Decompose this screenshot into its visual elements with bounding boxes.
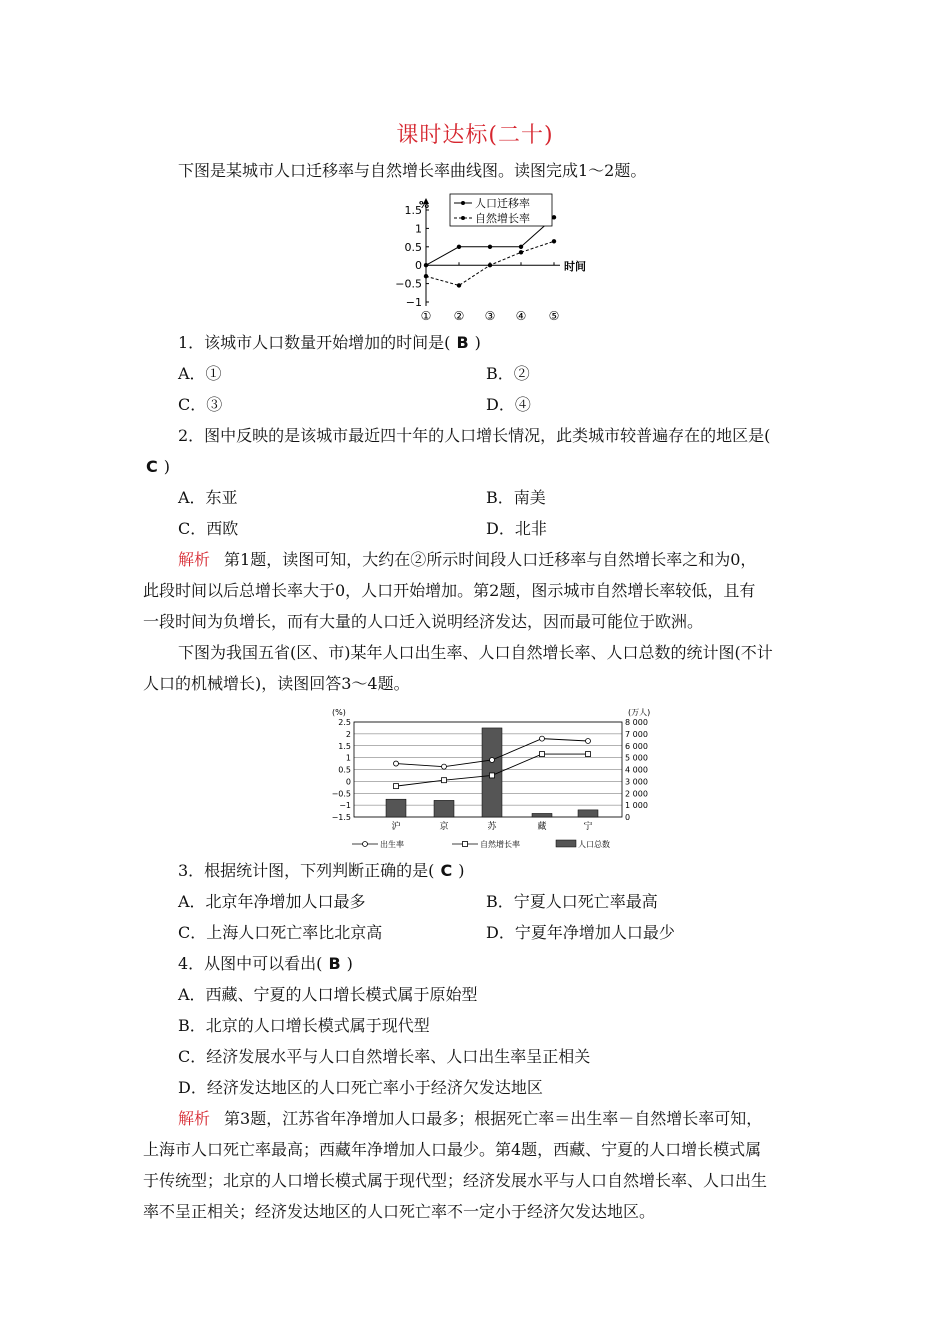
- q2-answer: C: [146, 457, 158, 476]
- y-left-tick-label: 1: [345, 753, 351, 763]
- chart-province-stats: [318, 704, 658, 854]
- category-label: 京: [439, 822, 449, 832]
- q3-option-b: B．宁夏人口死亡率最高: [486, 892, 658, 911]
- y-right-tick-label: 2 000: [625, 789, 648, 799]
- q4-close: ): [346, 954, 353, 973]
- migration-point: [424, 263, 428, 267]
- natural-point: [490, 773, 495, 778]
- jiexi1-line2: 此段时间以后总增长率大于0，人口开始增加。第2题，图示城市自然增长率较低，且有: [143, 581, 756, 600]
- q3-close: ): [458, 861, 465, 880]
- y-tick-label: −0.5: [395, 277, 422, 291]
- y-left-tick-label: 2.5: [338, 718, 351, 727]
- jiexi2-text1: 第3题，江苏省年净增加人口最多；根据死亡率＝出生率－自然增长率可知，: [224, 1109, 763, 1128]
- q2-close: ): [163, 457, 170, 476]
- y-tick-label: 1.5: [404, 204, 422, 217]
- jiexi2-line3: 于传统型；北京的人口增长模式属于现代型；经济发展水平与人口自然增长率、人口出生: [143, 1171, 768, 1190]
- y-left-axis-label: (%): [332, 708, 346, 717]
- q2-stem: 2．图中反映的是该城市最近四十年的人口增长情况，此类城市较普遍存在的地区是(: [178, 426, 771, 445]
- category-label: 藏: [537, 822, 547, 832]
- migration-point: [552, 215, 556, 219]
- natural-point: [540, 752, 545, 757]
- population-bar: [578, 810, 598, 817]
- x-tick-label: ②: [453, 309, 465, 322]
- q4-option-a: A．西藏、宁夏的人口增长模式属于原始型: [178, 985, 478, 1004]
- natural-point: [586, 752, 591, 757]
- x-axis-label: 时间: [564, 260, 586, 274]
- natural-point: [394, 784, 399, 789]
- legend-natural-label: 自然增长率: [475, 212, 530, 225]
- q4-option-c: C．经济发展水平与人口自然增长率、人口出生率呈正相关: [178, 1047, 591, 1066]
- y-left-tick-label: 2: [345, 729, 351, 739]
- q3-option-a: A．北京年净增加人口最多: [178, 892, 366, 911]
- y-left-tick-label: 0: [345, 777, 351, 787]
- y-right-tick-label: 0: [625, 813, 631, 822]
- q4-option-b: B．北京的人口增长模式属于现代型: [178, 1016, 430, 1035]
- migration-point: [488, 245, 492, 249]
- y-right-tick-label: 1 000: [625, 801, 648, 811]
- y-tick-label: 1: [415, 222, 422, 236]
- intro-2-line2: 人口的机械增长)，读图回答3～4题。: [143, 674, 410, 693]
- q1-stem: 1．该城市人口数量开始增加的时间是(: [178, 333, 451, 352]
- q2-answer-line: [140, 456, 170, 478]
- q1-option-b: B．②: [486, 364, 530, 383]
- population-bar: [434, 800, 454, 817]
- jiexi1-line1: [178, 549, 756, 571]
- migration-point: [457, 245, 461, 249]
- population-bar: [532, 813, 552, 817]
- migration-point: [519, 245, 523, 249]
- q2-option-c: C．西欧: [178, 519, 239, 538]
- y-right-tick-label: 8 000: [625, 718, 648, 727]
- y-tick-label: −1: [405, 296, 422, 309]
- natural-point: [552, 239, 556, 243]
- q4-option-d: D．经济发达地区的人口死亡率小于经济欠发达地区: [178, 1078, 543, 1097]
- jiexi2-line2: 上海市人口死亡率最高；西藏年净增加人口最少。第4题，西藏、宁夏的人口增长模式属: [143, 1140, 762, 1159]
- legend-population-label: 人口总数: [578, 840, 610, 849]
- y-left-tick-label: 1.5: [338, 741, 351, 751]
- y-left-tick-label: 0.5: [338, 765, 351, 775]
- population-bar: [386, 799, 406, 817]
- q1-option-c: C．③: [178, 395, 223, 414]
- natural-point: [488, 263, 492, 267]
- natural-point: [442, 778, 447, 783]
- legend-natural-label: 自然增长率: [480, 840, 520, 849]
- x-tick-label: ①: [420, 309, 432, 322]
- q1-close: ): [474, 333, 481, 352]
- y-tick-label: 0.5: [404, 240, 422, 254]
- jiexi2-label: 解析: [178, 1109, 211, 1128]
- legend-birth-label: 出生率: [380, 840, 404, 849]
- jiexi2-line4: 率不呈正相关；经济发达地区的人口死亡率不一定小于经济欠发达地区。: [143, 1202, 656, 1221]
- natural-point: [457, 283, 461, 287]
- y-right-tick-label: 3 000: [625, 777, 648, 787]
- q1-option-d: D．④: [486, 395, 531, 414]
- legend-migration-label: 人口迁移率: [475, 197, 530, 210]
- jiexi1-text1: 第1题，读图可知，大约在②所示时间段人口迁移率与自然增长率之和为0，: [224, 550, 757, 569]
- q4-answer: B: [328, 954, 341, 973]
- jiexi1-label: 解析: [178, 550, 211, 569]
- y-left-tick-label: −0.5: [331, 789, 351, 799]
- y-left-tick-label: −1: [339, 801, 351, 811]
- q4-stem-line: [178, 953, 353, 975]
- y-axis-label: %: [419, 200, 430, 211]
- legend-population-marker: [556, 840, 576, 847]
- y-right-tick-label: 7 000: [625, 729, 648, 739]
- y-right-tick-label: 5 000: [625, 753, 648, 763]
- intro-2-line1: 下图为我国五省(区、市)某年人口出生率、人口自然增长率、人口总数的统计图(不计: [178, 643, 773, 662]
- natural-point: [424, 274, 428, 278]
- y-tick-label: 0: [415, 259, 422, 273]
- intro-1: 下图是某城市人口迁移率与自然增长率曲线图。读图完成1～2题。: [178, 161, 647, 180]
- q4-stem: 4．从图中可以看出(: [178, 954, 323, 973]
- q1-answer: B: [456, 333, 469, 352]
- natural-point: [519, 250, 523, 254]
- page-title: 课时达标(二十): [396, 123, 554, 148]
- x-tick-label: ③: [484, 309, 496, 322]
- q1-stem-line: [178, 332, 481, 354]
- chart-migration-growth: [392, 192, 612, 322]
- q3-answer: C: [440, 861, 453, 880]
- q3-option-d: D．宁夏年净增加人口最少: [486, 923, 675, 942]
- q3-stem-line: [178, 860, 464, 882]
- birth-point: [586, 739, 591, 744]
- category-label: 苏: [487, 822, 497, 832]
- y-left-tick-label: −1.5: [331, 813, 351, 822]
- y-right-tick-label: 6 000: [625, 741, 648, 751]
- legend-natural-marker: [463, 842, 468, 847]
- q2-option-b: B．南美: [486, 488, 546, 507]
- category-label: 宁: [583, 822, 593, 832]
- jiexi2-line1: [178, 1108, 762, 1130]
- q3-stem: 3．根据统计图，下列判断正确的是(: [178, 861, 435, 880]
- category-label: 沪: [391, 822, 401, 832]
- legend-migration-point: [461, 201, 465, 205]
- y-right-tick-label: 4 000: [625, 765, 648, 775]
- birth-point: [442, 764, 447, 769]
- birth-point: [540, 736, 545, 741]
- legend-natural-point: [461, 216, 465, 220]
- x-tick-label: ⑤: [548, 309, 560, 322]
- y-right-axis-label: (万人): [628, 708, 651, 717]
- legend-birth-marker: [363, 842, 368, 847]
- birth-point: [490, 758, 495, 763]
- q3-option-c: C．上海人口死亡率比北京高: [178, 923, 383, 942]
- q2-option-a: A．东亚: [178, 488, 238, 507]
- q1-option-a: A．①: [178, 364, 222, 383]
- jiexi1-line3: 一段时间为负增长，而有大量的人口迁入说明经济发达，因而最可能位于欧洲。: [143, 612, 704, 631]
- x-tick-label: ④: [515, 309, 527, 322]
- birth-point: [394, 761, 399, 766]
- q2-option-d: D．北非: [486, 519, 547, 538]
